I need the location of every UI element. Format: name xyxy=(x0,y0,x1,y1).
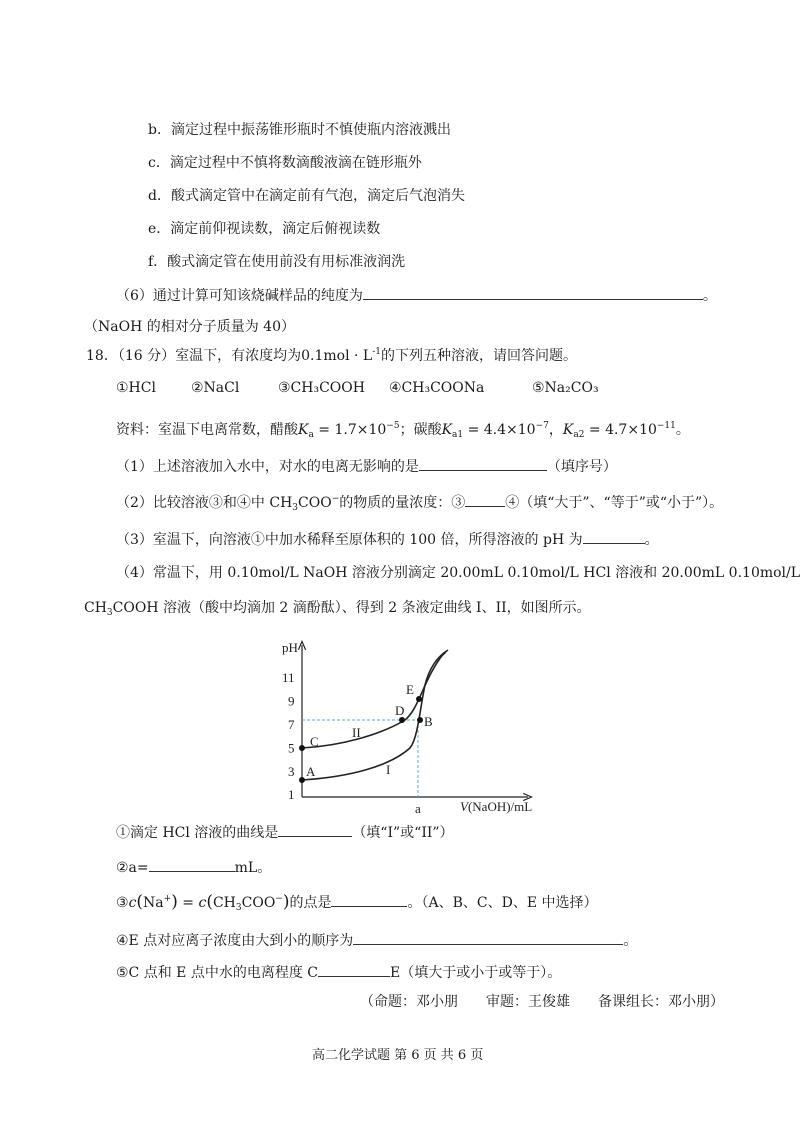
answer-blank[interactable] xyxy=(353,930,623,945)
curve-I-label: I xyxy=(386,762,391,777)
point-A xyxy=(299,777,305,783)
answer-blank[interactable] xyxy=(318,962,390,977)
q18-3: （3）室温下，向溶液①中加水稀释至原体积的 100 倍，所得溶液的 pH 为 。 xyxy=(116,529,659,550)
x-marker-a: a xyxy=(415,801,421,815)
q18-4-sub4: ④E 点对应离子浓度由大到小的顺序为 。 xyxy=(116,930,637,951)
point-D-label: D xyxy=(395,703,405,718)
q18-4-sub2: ②a= mL。 xyxy=(116,857,271,878)
point-C xyxy=(299,745,305,751)
titration-chart xyxy=(270,640,540,815)
page-footer: 高二化学试题 第 6 页 共 6 页 xyxy=(312,1048,484,1063)
q18-4-sub3: ③c(Na+) = $c(CH_3COO^-)$的点是 。（A、B、C、D、E 中选择） xyxy=(116,892,598,913)
y-axis-label: pH xyxy=(282,640,298,655)
curve-II-label: II xyxy=(352,725,361,740)
answer-blank[interactable] xyxy=(465,492,505,507)
solution-3: ③CH₃COOH xyxy=(278,380,365,396)
point-C-label: C xyxy=(310,734,319,749)
ionization-constants: 资料：室温下电离常数，醋酸$K_a = 1.7\times 10^{-5}$；碳酸$K_{a1} = 4.4\times 10^{-7}$，$K_{a2} = 4.7\times 10^{-11}$。 xyxy=(116,421,690,440)
y-ticks xyxy=(282,670,295,802)
y-tick-label: 5 xyxy=(288,740,295,756)
option-c: c．滴定过程中不慎将数滴酸液滴在链形瓶外 xyxy=(148,155,422,171)
option-b: b．滴定过程中振荡锥形瓶时不慎使瓶内溶液溅出 xyxy=(148,122,451,138)
answer-blank[interactable] xyxy=(331,892,407,907)
point-E xyxy=(416,696,422,702)
y-tick-label: 7 xyxy=(288,716,295,732)
curve-II xyxy=(302,652,446,748)
answer-blank[interactable] xyxy=(583,529,645,544)
q18-2: （2）比较溶液③和④中 $CH_3COO^-$的物质的量浓度：③ ④（填“大于”、“等于”或“小于”）。 xyxy=(116,494,724,513)
point-B xyxy=(417,717,423,723)
q18-4-line1: （4）常温下，用 0.10mol/L NaOH 溶液分别滴定 20.00mL 0.10mol/L HCl 溶液和 20.00mL 0.10mol/L xyxy=(116,565,800,581)
option-d: d．酸式滴定管中在滴定前有气泡，滴定后气泡消失 xyxy=(148,188,465,204)
point-B-label: B xyxy=(424,714,433,729)
answer-blank[interactable] xyxy=(278,822,352,837)
naoh-note: （NaOH 的相对分子质量为 40） xyxy=(84,319,295,335)
answer-blank[interactable] xyxy=(149,857,235,872)
solution-1: ①HCl xyxy=(116,380,156,396)
solution-5: ⑤Na₂CO₃ xyxy=(532,380,599,396)
q18-1: （1）上述溶液加入水中，对水的电离无影响的是 （填序号） xyxy=(116,456,617,477)
point-A-label: A xyxy=(306,764,316,779)
q18-4-line2: $CH_3COOH$ 溶液（酸中均滴加 2 滴酚酞）、得到 2 条液定曲线 I、II，如图所示。 xyxy=(84,600,591,618)
q18-4-sub5: ⑤C 点和 E 点中水的电离程度 C E（填大于或小于或等于）。 xyxy=(116,962,561,983)
solution-4: ④CH₃COONa xyxy=(389,380,485,396)
y-tick-label: 11 xyxy=(282,670,295,686)
credits: （命题：邓小朋 审题：王俊雄 备课组长：邓小朋） xyxy=(360,994,724,1010)
option-f: f．酸式滴定管在使用前没有用标准液润洗 xyxy=(148,254,406,270)
y-tick-label: 1 xyxy=(288,787,295,803)
y-tick-label: 9 xyxy=(288,693,295,709)
solution-list xyxy=(116,378,599,398)
option-e: e．滴定前仰视读数，滴定后俯视读数 xyxy=(148,221,381,237)
solution-2: ②NaCl xyxy=(191,380,240,396)
y-tick-label: 3 xyxy=(288,763,295,779)
point-E-label: E xyxy=(406,682,414,697)
q18-stem: 18．（16 分）室温下，有浓度均为$0.1mol \cdot L^{-1}$的下列五种溶液，请回答问题。 xyxy=(86,347,577,364)
answer-blank[interactable] xyxy=(363,285,703,300)
answer-blank[interactable] xyxy=(419,456,547,471)
q18-4-sub1: ①滴定 HCl 溶液的曲线是 （填“I”或“II”） xyxy=(116,822,454,843)
x-axis-label: V(NaOH)/mL xyxy=(460,799,533,814)
q17-6: （6）通过计算可知该烧碱样品的纯度为 。 xyxy=(116,285,717,306)
